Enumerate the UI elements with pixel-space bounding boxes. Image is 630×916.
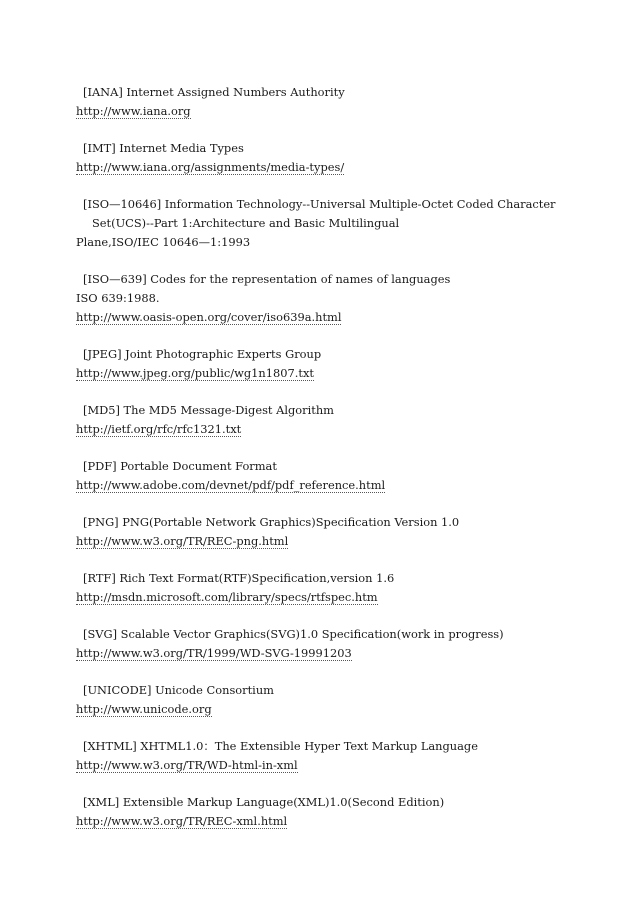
reference-link[interactable]: http://ietf.org/rfc/rfc1321.txt [76,422,242,436]
reference-title: [IANA] Internet Assigned Numbers Authority [83,85,345,99]
reference-title: [RTF] Rich Text Format(RTF)Specification,version 1.6 [83,571,395,585]
reference-link[interactable]: http://www.iana.org [76,104,191,118]
reference-link[interactable]: http://www.w3.org/TR/WD-html-in-xml [76,758,298,772]
reference-link[interactable]: http://www.w3.org/TR/REC-xml.html [76,814,288,828]
reference-pdf [76,457,596,495]
reference-unicode [76,681,596,719]
reference-title: [PNG] PNG(Portable Network Graphics)Specification Version 1.0 [83,515,460,529]
reference-iana [76,83,596,121]
reference-link[interactable]: http://msdn.microsoft.com/library/specs/rtfspec.htm [76,590,378,604]
reference-title-continued: Set(UCS)--Part 1:Architecture and Basic Multilingual [92,216,400,230]
reference-title: [XHTML] XHTML1.0：The Extensible Hyper Text Markup Language [83,739,478,753]
reference-title: [PDF] Portable Document Format [83,459,277,473]
references-list [76,83,596,831]
reference-png [76,513,596,551]
reference-title: [SVG] Scalable Vector Graphics(SVG)1.0 Specification(work in progress) [83,627,504,641]
reference-link[interactable]: http://www.jpeg.org/public/wg1n1807.txt [76,366,314,380]
reference-title: [UNICODE] Unicode Consortium [83,683,274,697]
reference-title: [MD5] The MD5 Message-Digest Algorithm [83,403,334,417]
reference-link[interactable]: http://www.adobe.com/devnet/pdf/pdf_reference.html [76,478,386,492]
reference-md5 [76,401,596,439]
reference-jpeg [76,345,596,383]
reference-link[interactable]: http://www.w3.org/TR/REC-png.html [76,534,289,548]
reference-imt [76,139,596,177]
reference-xml [76,793,596,831]
reference-xhtml [76,737,596,775]
reference-title: [JPEG] Joint Photographic Experts Group [83,347,322,361]
reference-svg [76,625,596,663]
reference-standard-number: Plane,ISO/IEC 10646—1:1993 [76,235,251,249]
reference-iso-10646 [76,195,596,252]
reference-title: [ISO—639] Codes for the representation of names of languages [83,272,451,286]
reference-iso-639 [76,270,596,327]
reference-standard-number: ISO 639:1988. [76,291,160,305]
reference-rtf [76,569,596,607]
reference-link[interactable]: http://www.w3.org/TR/1999/WD-SVG-19991203 [76,646,352,660]
reference-title: [XML] Extensible Markup Language(XML)1.0(Second Edition) [83,795,445,809]
reference-link[interactable]: http://www.unicode.org [76,702,212,716]
reference-link[interactable]: http://www.iana.org/assignments/media-types/ [76,160,345,174]
reference-link[interactable]: http://www.oasis-open.org/cover/iso639a.html [76,310,342,324]
reference-title: [ISO—10646] Information Technology--Universal Multiple-Octet Coded Character [83,197,556,211]
reference-title: [IMT] Internet Media Types [83,141,244,155]
